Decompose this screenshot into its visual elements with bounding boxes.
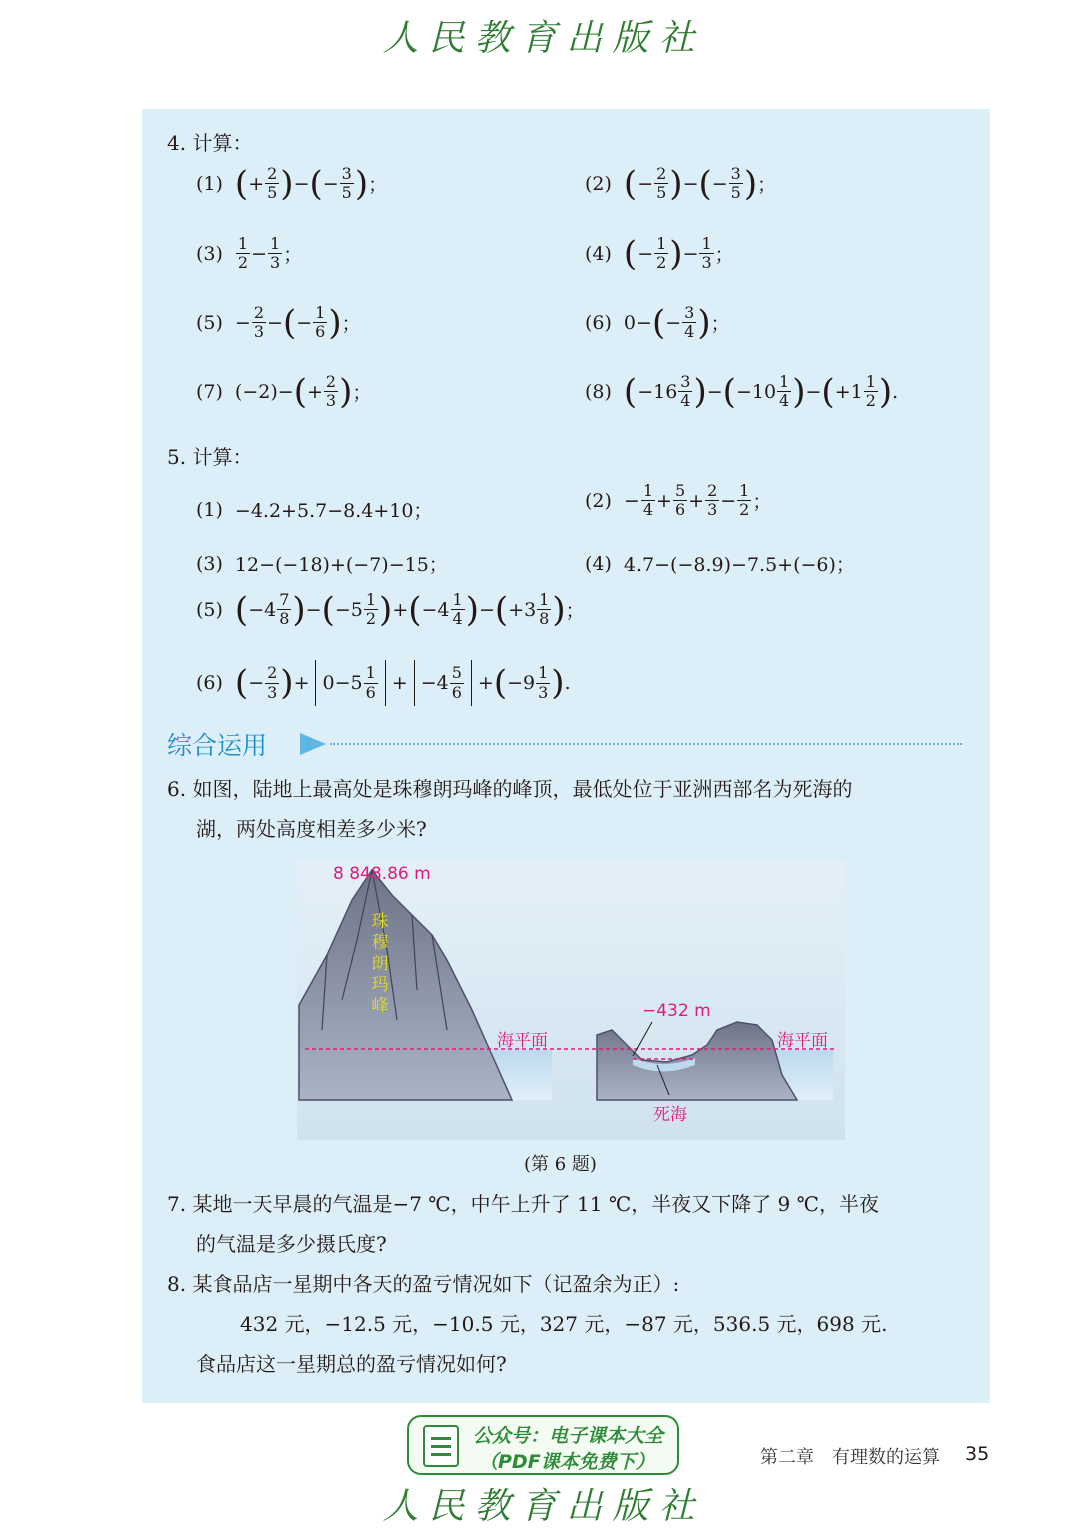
item-label: (6) [585,311,612,334]
item-label: (1) [196,498,223,521]
q4-item-6: (6) 0− ( − $\frac{3}{4}$ ) ； [585,302,730,343]
sea-level-label-right: 海平面 [777,1031,828,1051]
q4-item-7: (7) (−2)− ( + $\frac{2}{3}$ ) ； [196,371,372,412]
item-label: (3) [196,552,223,575]
q5-item-5: (5) ( −4 $\frac{7}{8}$ ) − ( −5 $\frac{1}{2}$ ) + ( −4 $\frac{1}{4}$ ) − ( +3 $\frac{1}{8}$ ) ； [196,589,585,630]
item-label: (6) [196,672,223,694]
q5-expr-4: 4.7−(−8.9)−7.5+(−6)； [623,554,855,576]
q4-item-1: (1) ( + $\frac{2}{5}$ ) − ( − $\frac{3}{5}$ ) ； [196,163,388,204]
q5-expr-3: 12−(−18)+(−7)−15； [234,554,448,576]
item-label: (4) [585,552,612,575]
q5-item-2: (2) − $\frac{1}{4}$ + $\frac{5}{6}$ + $\frac{2}{3}$ − $\frac{1}{2}$ ； [585,481,772,520]
q5-item-4 [585,550,855,577]
book-icon [423,1425,459,1467]
badge-line-1: 公众号：电子课本大全 [473,1425,664,1447]
section-divider [330,743,962,745]
q4-item-5: (5) − $\frac{2}{3}$ − ( − $\frac{1}{6}$ ) ； [196,302,361,343]
footer-chapter: 第二章 有理数的运算 [760,1447,940,1468]
publisher-logo-top: 人民教育出版社 [382,18,705,59]
wechat-badge [407,1415,679,1475]
q4-item-3: (3) $\frac{1}{2}$ − $\frac{1}{3}$ ； [196,234,303,273]
q5-item-6: (6) ( − $\frac{2}{3}$ ) + 0−5 $\frac{1}{6}$ + −4 $\frac{5}{6}$ + ( −9 $\frac{1}{3}$ ) . [196,660,571,706]
q5-item-1 [196,496,432,523]
q7-line-2: 的气温是多少摄氏度? [196,1232,387,1256]
q5-item-3 [196,550,448,577]
badge-line-2: （PDF课本免费下） [479,1451,655,1473]
peak-name-label: 珠穆朗玛峰 [371,912,389,1016]
section-title: 综合运用 [167,731,268,760]
item-label: (2) [585,489,612,512]
item-label: (7) [196,380,223,403]
publisher-logo-bottom: 人民教育出版社 [382,1486,705,1527]
q6-line-2: 湖，两处高度相差多少米? [196,817,427,841]
q4-item-2: (2) ( − $\frac{2}{5}$ ) − ( − $\frac{3}{5}$ ) ； [585,163,777,204]
q8-line-1: 8. 某食品店一星期中各天的盈亏情况如下（记盈余为正）: [167,1272,680,1296]
item-label: (4) [585,242,612,265]
dead-sea-name-label: 死海 [653,1105,687,1125]
q7-line-1: 7. 某地一天早晨的气温是−7 ℃，中午上升了 11 ℃，半夜又下降了 9 ℃，半夜 [167,1192,880,1216]
q6-figure [297,860,845,1140]
item-label: (2) [585,172,612,195]
dead-sea-depth-label: −432 m [642,1001,711,1021]
figure-caption: (第 6 题) [524,1154,597,1175]
q4-item-8: (8) ( −16 $\frac{3}{4}$ ) − ( −10 $\frac{1}{4}$ ) − ( +1 $\frac{1}{2}$ ) . [585,371,899,412]
item-label: (3) [196,242,223,265]
page-number: 35 [965,1443,990,1465]
q6-line-1: 6. 如图，陆地上最高处是珠穆朗玛峰的峰顶，最低处位于亚洲西部名为死海的 [167,777,853,801]
q4-item-4: (4) ( − $\frac{1}{2}$ ) − $\frac{1}{3}$ ； [585,233,734,274]
item-label: (8) [585,380,612,403]
peak-height-label: 8 848.86 m [333,864,431,884]
item-label: (5) [196,598,223,621]
q8-line-3: 食品店这一星期总的盈亏情况如何? [196,1352,507,1376]
q5-heading: 5. 计算： [167,445,253,469]
q8-values: 432 元，−12.5 元，−10.5 元，327 元，−87 元，536.5 元，698 元. [240,1312,888,1336]
q4-heading: 4. 计算： [167,131,253,155]
item-label: (5) [196,311,223,334]
sea-level-label-left: 海平面 [497,1031,548,1051]
item-label: (1) [196,172,223,195]
q5-expr-1: −4.2+5.7−8.4+10； [234,500,433,522]
section-arrow-icon [300,733,326,755]
